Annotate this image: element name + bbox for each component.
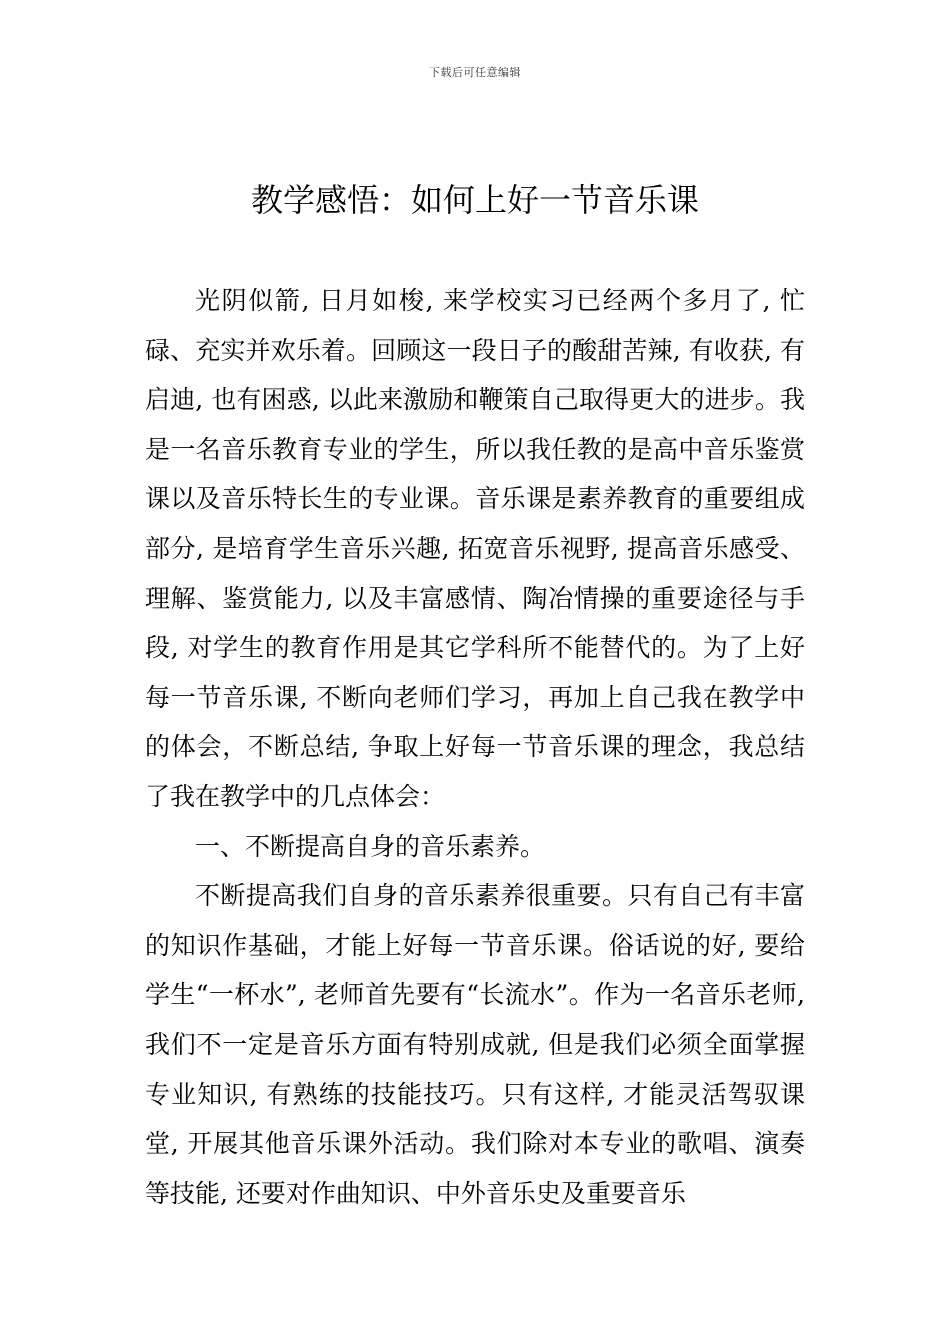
section-heading-1: 一、不断提高自身的音乐素养。 <box>195 831 546 861</box>
paragraph-section-1: 不断提高我们自身的音乐素养很重要。只有自己有丰富的知识作基础，才能上好每一节音乐课。俗话说的好, 要给学生“一杯水”, 老师首先要有“长流水”。作为一名音乐老师, 我们不一定是音乐方面有特别成就, 但是我们必须全面掌握专业知识, 有熟练的技能技巧。只有这样, 才能灵活驾驭课堂, 开展其他音乐课外活动。我们除对本专业的歌唱、演奏等技能, 还要对作曲知识、中外音乐史及重要音乐 <box>145 881 805 1208</box>
header-note: 下载后可任意编辑 <box>429 66 521 79</box>
paragraph-intro: 光阴似箭, 日月如梭, 来学校实习已经两个多月了, 忙碌、充实并欢乐着。回顾这一段日子的酸甜苦辣, 有收获, 有启迪, 也有困惑, 以此来激励和鞭策自己取得更大的进步。我是一名音乐教育专业的学生，所以我任教的是高中音乐鉴赏课以及音乐特长生的专业课。音乐课是素养教育的重要组成部分, 是培育学生音乐兴趣, 拓宽音乐视野, 提高音乐感受、理解、鉴赏能力, 以及丰富感情、陶冶情操的重要途径与手段, 对学生的教育作用是其它学科所不能替代的。为了上好每一节音乐课, 不断向老师们学习，再加上自己我在教学中的体会，不断总结, 争取上好每一节音乐课的理念，我总结了我在教学中的几点体会： <box>145 286 805 811</box>
document-body <box>145 276 805 1218</box>
document-title: 教学感悟：如何上好一节音乐课 <box>250 181 699 219</box>
